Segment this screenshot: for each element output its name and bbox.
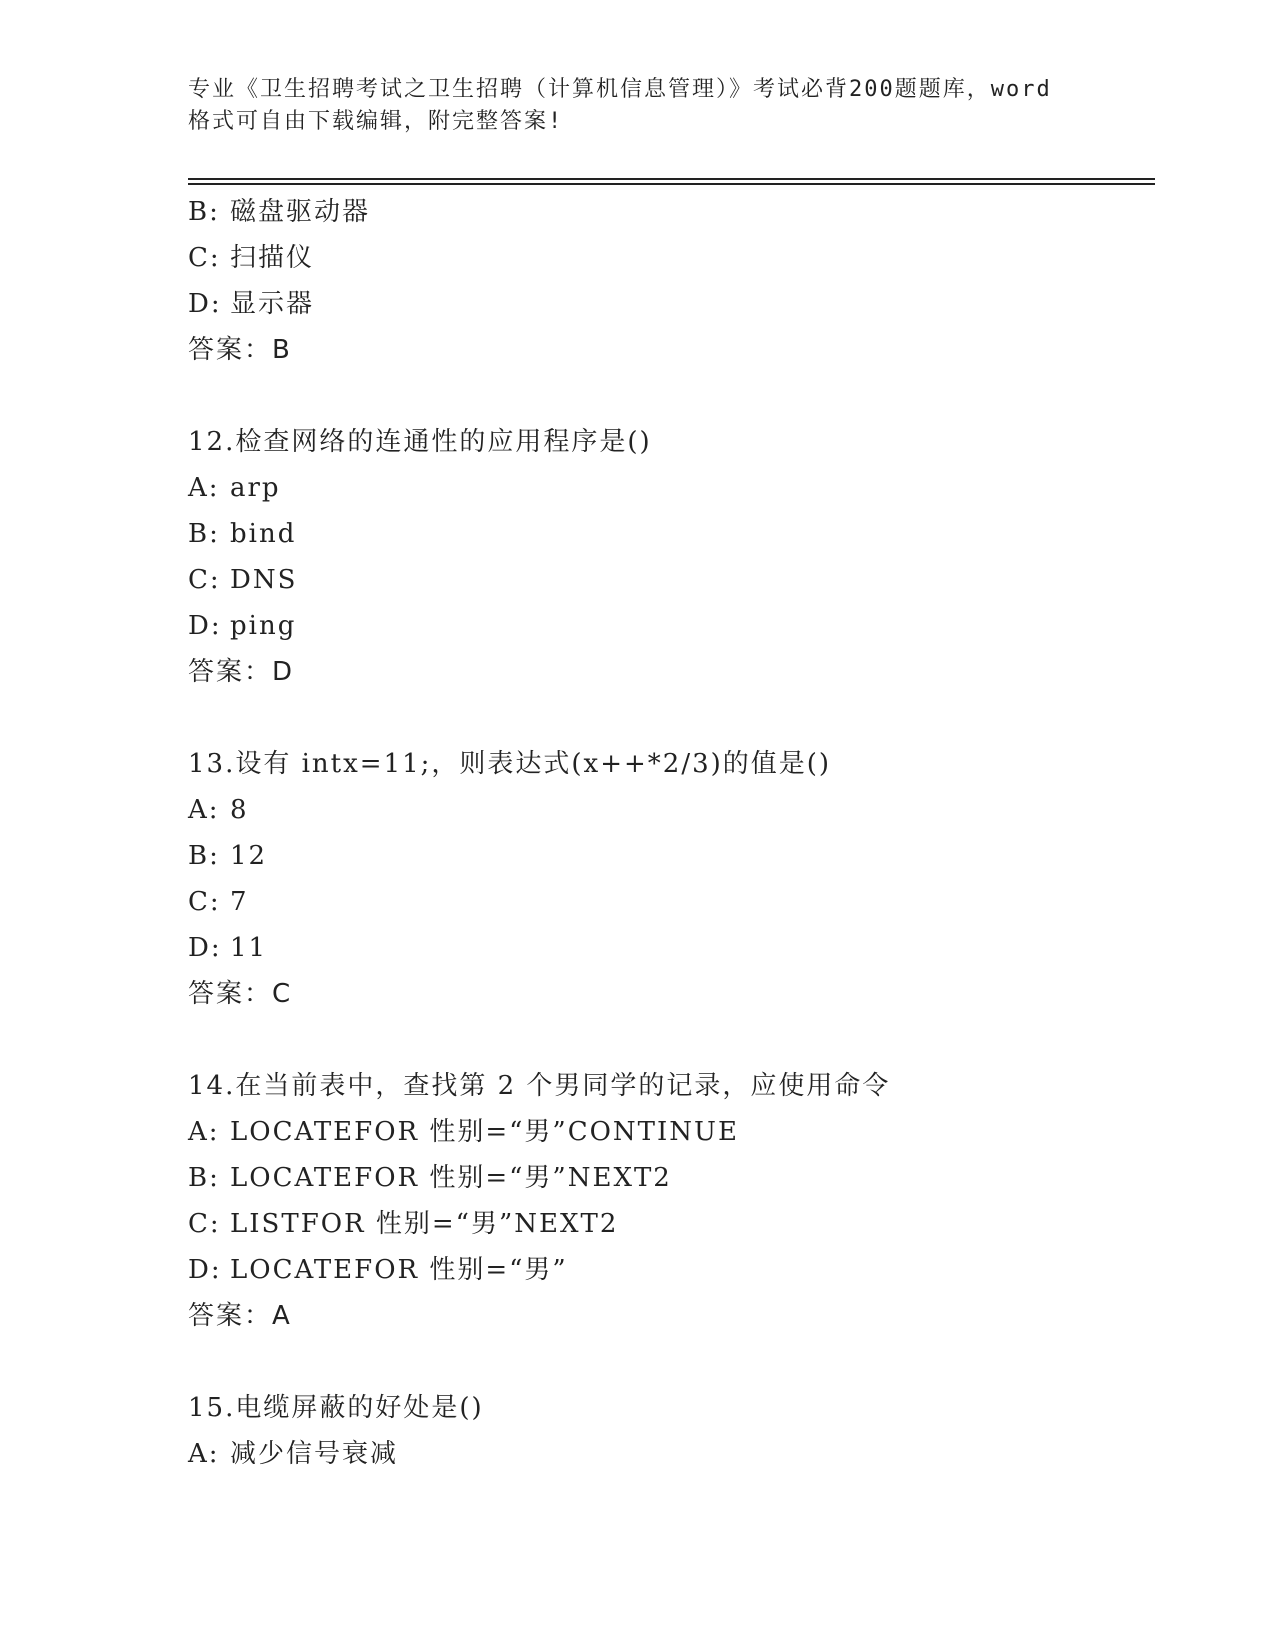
question-block-12 — [188, 419, 1148, 695]
document-header — [188, 74, 1088, 138]
option-text: LISTFOR 性别=“男”NEXT2 — [230, 1209, 619, 1239]
question-stem: 14.在当前表中，查找第 2 个男同学的记录，应使用命令 — [188, 1071, 891, 1101]
option-key: A: — [188, 795, 220, 825]
option-text: 显示器 — [230, 289, 315, 319]
option-text: bind — [230, 519, 297, 549]
header-line-1: 专业《卫生招聘考试之卫生招聘（计算机信息管理）》考试必背200题题库，word — [188, 77, 1052, 102]
spacer — [188, 695, 1148, 741]
option-line — [188, 1247, 1148, 1293]
header-line-2: 格式可自由下载编辑，附完整答案! — [188, 109, 564, 134]
option-key: B: — [188, 519, 220, 549]
option-key: A: — [188, 473, 220, 503]
option-text: 7 — [230, 887, 249, 917]
option-key: B: — [188, 1163, 220, 1193]
option-line — [188, 1201, 1148, 1247]
option-text: 8 — [230, 795, 249, 825]
option-line — [188, 511, 1148, 557]
spacer — [188, 1339, 1148, 1385]
option-line — [188, 557, 1148, 603]
option-line — [188, 833, 1148, 879]
option-line — [188, 235, 1148, 281]
option-line — [188, 787, 1148, 833]
header-divider-bottom — [188, 183, 1155, 185]
option-line — [188, 465, 1148, 511]
option-key: D: — [188, 611, 222, 641]
option-key: D: — [188, 1255, 222, 1285]
option-key: C: — [188, 565, 221, 595]
option-text: 减少信号衰减 — [230, 1439, 399, 1469]
option-key: A: — [188, 1439, 220, 1469]
option-text: LOCATEFOR 性别=“男”CONTINUE — [230, 1117, 739, 1147]
option-line — [188, 1431, 1148, 1477]
spacer — [188, 1017, 1148, 1063]
option-line — [188, 879, 1148, 925]
question-block-13 — [188, 741, 1148, 1017]
option-text: 11 — [230, 933, 268, 963]
option-line — [188, 925, 1148, 971]
answer-line: 答案：C — [188, 979, 293, 1009]
answer-line: 答案：A — [188, 1301, 292, 1331]
option-key: D: — [188, 289, 222, 319]
option-text: 12 — [230, 841, 268, 871]
option-line — [188, 603, 1148, 649]
option-text: DNS — [230, 565, 298, 595]
option-text: 磁盘驱动器 — [230, 197, 371, 227]
question-block-11 — [188, 189, 1148, 373]
option-text: arp — [230, 473, 281, 503]
spacer — [188, 373, 1148, 419]
option-line — [188, 189, 1148, 235]
question-block-15 — [188, 1385, 1148, 1477]
option-line — [188, 1109, 1148, 1155]
option-text: ping — [230, 611, 297, 641]
answer-line: 答案：B — [188, 335, 292, 365]
header-divider-top — [188, 178, 1155, 180]
option-key: C: — [188, 887, 221, 917]
option-key: C: — [188, 243, 221, 273]
question-stem: 15.电缆屏蔽的好处是() — [188, 1393, 484, 1423]
option-key: B: — [188, 197, 220, 227]
question-list — [188, 189, 1148, 1477]
question-block-14 — [188, 1063, 1148, 1339]
option-key: C: — [188, 1209, 221, 1239]
option-text: LOCATEFOR 性别=“男”NEXT2 — [230, 1163, 672, 1193]
option-line — [188, 281, 1148, 327]
option-key: D: — [188, 933, 222, 963]
option-text: 扫描仪 — [230, 243, 315, 273]
option-key: B: — [188, 841, 220, 871]
option-key: A: — [188, 1117, 220, 1147]
answer-line: 答案：D — [188, 657, 295, 687]
option-text: LOCATEFOR 性别=“男” — [230, 1255, 568, 1285]
question-stem: 12.检查网络的连通性的应用程序是() — [188, 427, 652, 457]
option-line — [188, 1155, 1148, 1201]
question-stem: 13.设有 intx=11;，则表达式(x++*2/3)的值是() — [188, 749, 832, 779]
